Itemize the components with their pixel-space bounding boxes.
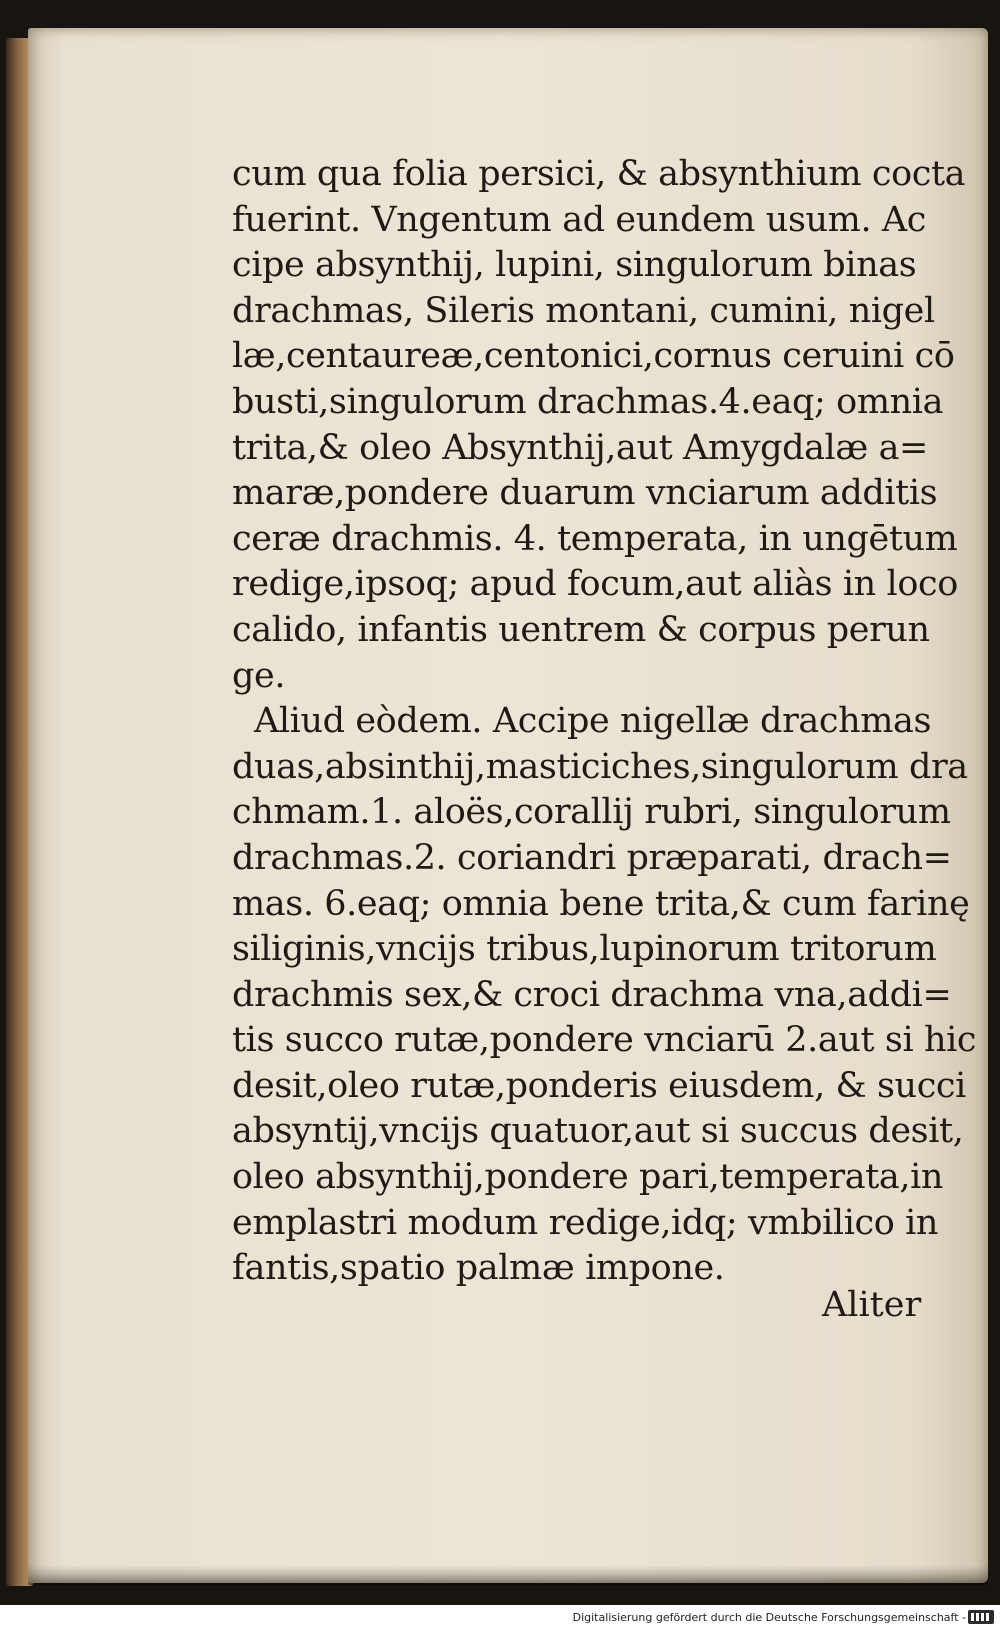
credit-bar: [0, 1605, 1000, 1630]
text-line: læ,centaureæ,centonici,cornus ceruini cō: [232, 336, 955, 377]
text-line: busti,singulorum drachmas.4.eaq; omnia: [232, 381, 944, 422]
text-line: mas. 6.eaq; omnia bene trita,& cum farinę: [232, 883, 970, 924]
text-line: cipe absynthij, lupini, singulorum binas: [232, 245, 917, 286]
text-line: drachmis sex,& croci drachma vna,addi=: [232, 974, 952, 1015]
text-line: calido, infantis uentrem & corpus perun: [232, 609, 930, 650]
text-line: oleo absynthij,pondere pari,temperata,in: [232, 1157, 944, 1198]
text-line: desit,oleo rutæ,ponderis eiusdem, & succi: [232, 1065, 966, 1106]
dfg-logo-icon: [968, 1610, 994, 1624]
text-line: absyntij,vncijs quatuor,aut si succus desit,: [232, 1111, 964, 1152]
text-line: ceræ drachmis. 4. temperata, in ungētum: [232, 518, 958, 559]
text-block: [232, 152, 977, 1292]
catchword: Aliter: [822, 1285, 922, 1325]
text-line: drachmas, Sileris montani, cumini, nigel: [232, 290, 935, 331]
text-line: maræ,pondere duarum vnciarum additis: [232, 473, 938, 514]
text-line: duas,absinthij,masticiches,singulorum dra: [232, 746, 968, 787]
text-line: tis succo rutæ,pondere vnciarū 2.aut si hic: [232, 1020, 977, 1061]
text-line: fuerint. Vngentum ad eundem usum. Ac: [232, 199, 926, 240]
text-line: fantis,spatio palmæ impone.: [232, 1248, 725, 1289]
text-line: cum qua folia persici, & absynthium cocta: [232, 154, 966, 194]
text-line: ge.: [232, 655, 286, 696]
text-line: siliginis,vncijs tribus,lupinorum tritorum: [232, 929, 937, 970]
credit-text: Digitalisierung gefördert durch die Deutsche Forschungsgemeinschaft -: [572, 1611, 966, 1624]
text-line: emplastri modum redige,idq; vmbilico in: [232, 1202, 939, 1243]
page-shadow: [28, 1565, 988, 1585]
text-line: redige,ipsoq; apud focum,aut aliàs in loco: [232, 564, 958, 605]
text-line: drachmas.2. coriandri præparati, drach=: [232, 837, 952, 878]
text-line-paragraph-start: Aliud eòdem. Accipe nigellæ drachmas: [254, 701, 932, 742]
text-line: trita,& oleo Absynthij,aut Amygdalæ a=: [232, 427, 928, 468]
text-line: chmam.1. aloës,corallij rubri, singulorum: [232, 792, 951, 833]
